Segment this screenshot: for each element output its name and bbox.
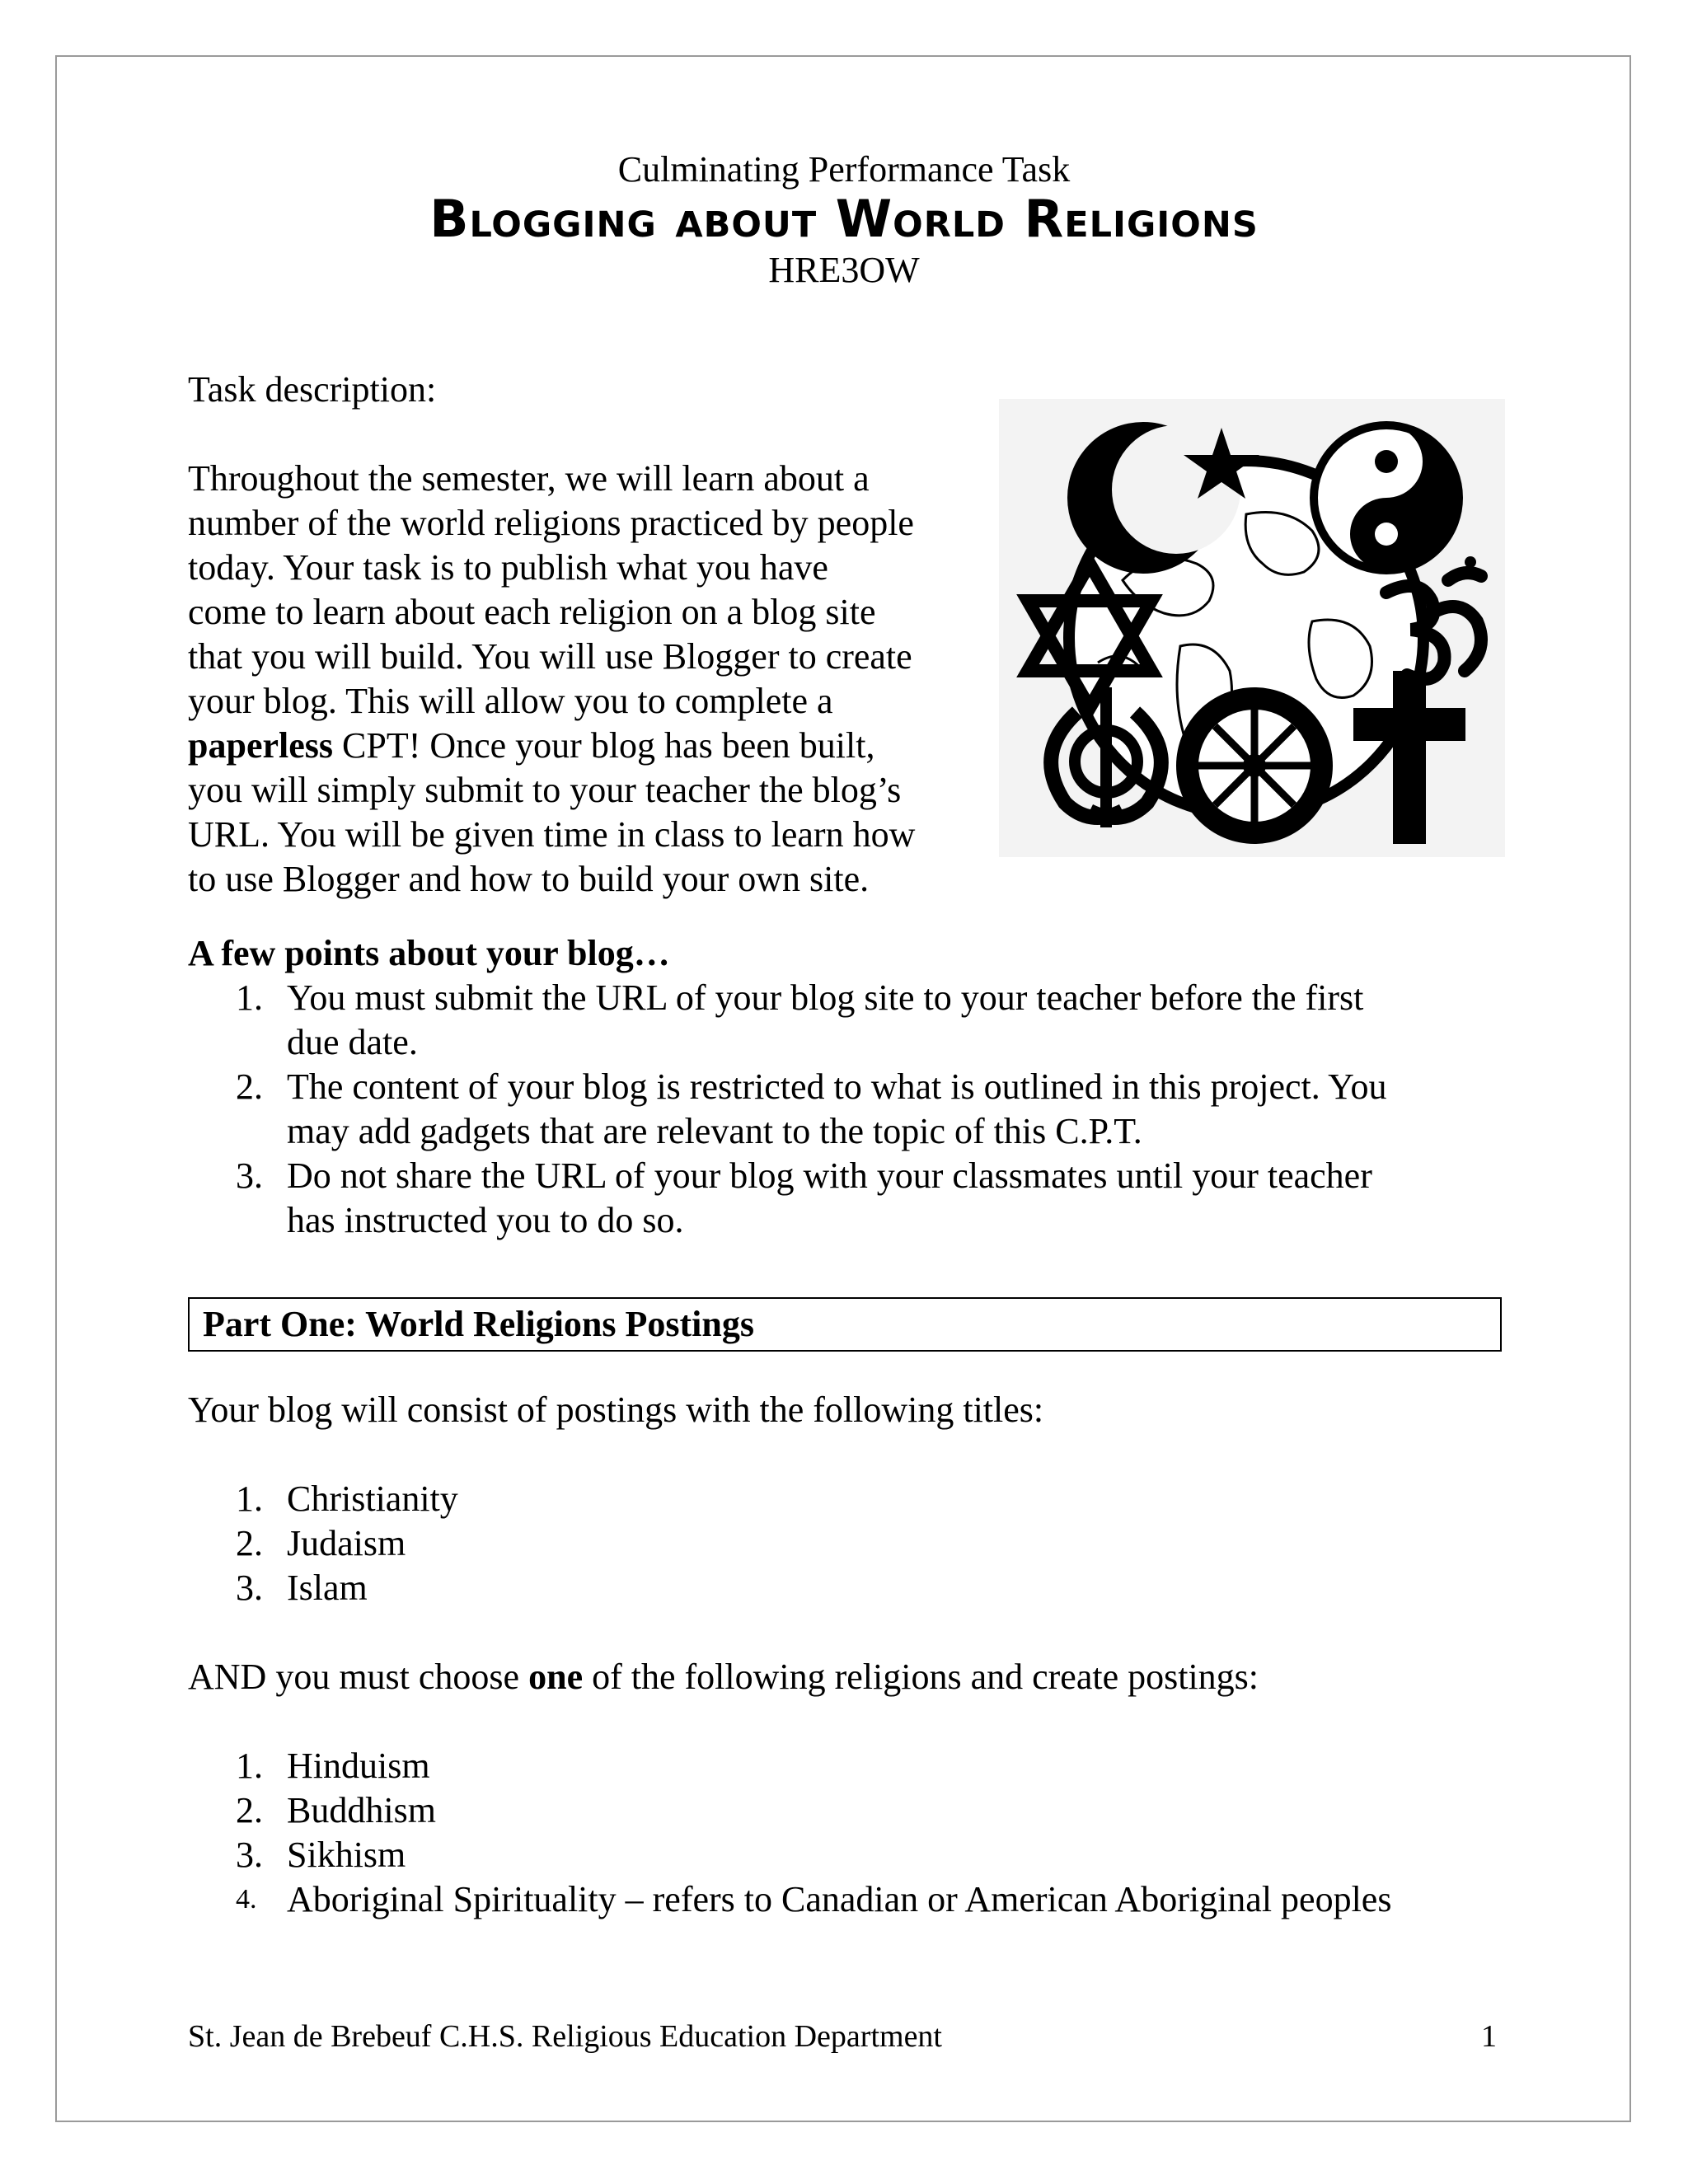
list-text: Sikhism bbox=[287, 1835, 406, 1875]
list-number: 3. bbox=[236, 1155, 263, 1196]
task-line: your blog. This will allow you to complete a bbox=[188, 681, 833, 721]
list-item bbox=[188, 1521, 458, 1566]
list-number: 3. bbox=[236, 1568, 263, 1608]
list-item bbox=[188, 1154, 1386, 1198]
optional-religions-list bbox=[188, 1744, 1391, 1922]
paperless-emphasis: paperless bbox=[188, 725, 333, 766]
list-item bbox=[188, 1744, 1391, 1788]
footer-department: St. Jean de Brebeuf C.H.S. Religious Education Department bbox=[188, 2019, 942, 2054]
list-number: 1. bbox=[236, 1746, 263, 1786]
list-item bbox=[188, 1877, 1391, 1922]
list-number: 4. bbox=[236, 1884, 257, 1915]
part-one-heading: Part One: World Religions Postings bbox=[188, 1297, 1502, 1352]
list-item bbox=[188, 1065, 1386, 1109]
task-line: you will simply submit to your teacher the blog’s bbox=[188, 770, 902, 810]
task-line: that you will build. You will use Blogger to create bbox=[188, 636, 912, 677]
list-number: 1. bbox=[236, 1479, 263, 1519]
choose-text: of the following religions and create postings: bbox=[583, 1657, 1259, 1697]
list-text: You must submit the URL of your blog site to your teacher before the first bbox=[287, 977, 1364, 1018]
points-heading: A few points about your blog… bbox=[188, 933, 670, 973]
list-text: Judaism bbox=[287, 1523, 406, 1563]
points-list bbox=[188, 976, 1386, 1243]
list-number: 2. bbox=[236, 1790, 263, 1830]
task-line: today. Your task is to publish what you have bbox=[188, 547, 828, 588]
choose-instruction bbox=[188, 1655, 1259, 1699]
world-religions-symbols-image bbox=[999, 399, 1505, 857]
list-text: Do not share the URL of your blog with your classmates until your teacher bbox=[287, 1155, 1372, 1196]
list-text: Buddhism bbox=[287, 1790, 436, 1830]
list-text: Aboriginal Spirituality – refers to Canadian or American Aboriginal peoples bbox=[287, 1879, 1392, 1919]
list-number: 3. bbox=[236, 1835, 263, 1875]
list-item bbox=[188, 1833, 1391, 1877]
list-item-continuation: has instructed you to do so. bbox=[287, 1200, 684, 1240]
task-line bbox=[188, 724, 874, 768]
list-item bbox=[188, 1788, 1391, 1833]
list-item bbox=[188, 976, 1386, 1020]
list-item bbox=[188, 1477, 458, 1521]
list-text: Islam bbox=[287, 1568, 368, 1608]
dharma-wheel-icon bbox=[1176, 687, 1333, 844]
task-line: number of the world religions practiced by people bbox=[188, 503, 914, 543]
list-number: 2. bbox=[236, 1523, 263, 1563]
task-line: URL. You will be given time in class to learn how bbox=[188, 814, 916, 855]
list-text: Hinduism bbox=[287, 1746, 430, 1786]
choose-emphasis: one bbox=[528, 1657, 584, 1697]
list-number: 2. bbox=[236, 1066, 263, 1107]
list-item bbox=[188, 1566, 458, 1610]
document-subtitle: Culminating Performance Task bbox=[617, 149, 1071, 190]
yin-yang-icon bbox=[1314, 425, 1459, 570]
choose-text: AND you must choose bbox=[188, 1657, 529, 1697]
list-text: The content of your blog is restricted to what is outlined in this project. You bbox=[287, 1066, 1387, 1107]
task-line: to use Blogger and how to build your own site. bbox=[188, 859, 870, 899]
page-number: 1 bbox=[1481, 2019, 1497, 2054]
part-one-intro: Your blog will consist of postings with the following titles: bbox=[188, 1390, 1044, 1430]
document-title: Blogging about World Religions bbox=[429, 189, 1259, 249]
required-religions-list bbox=[188, 1477, 458, 1610]
task-line-text: CPT! Once your blog has been built, bbox=[333, 725, 875, 766]
list-item-continuation: due date. bbox=[287, 1022, 418, 1062]
list-number: 1. bbox=[236, 977, 263, 1018]
list-item-continuation: may add gadgets that are relevant to the topic of this C.P.T. bbox=[287, 1111, 1142, 1151]
task-line: Throughout the semester, we will learn about a bbox=[188, 458, 870, 499]
course-code: HRE3OW bbox=[768, 250, 920, 290]
task-description-label: Task description: bbox=[188, 369, 437, 410]
task-line: come to learn about each religion on a blog site bbox=[188, 592, 876, 632]
religious-symbols-illustration bbox=[999, 399, 1505, 857]
list-text: Christianity bbox=[287, 1479, 458, 1519]
